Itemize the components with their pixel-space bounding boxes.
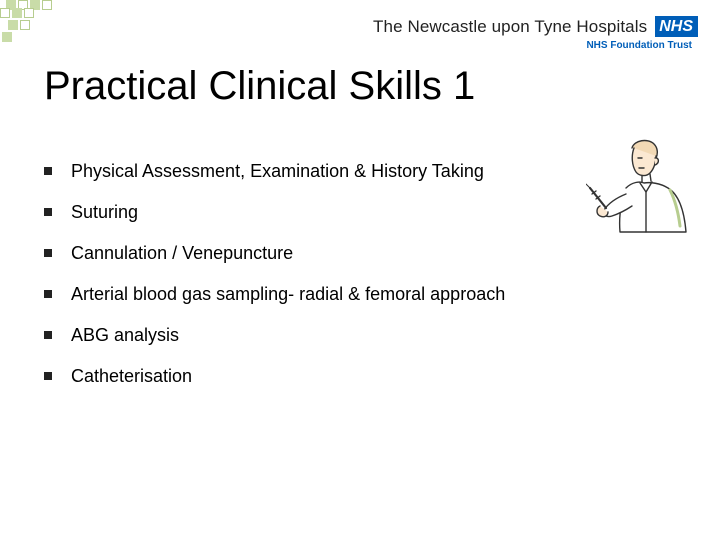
- bullet-marker-icon: [44, 331, 52, 339]
- bullet-item: [44, 201, 505, 242]
- nhs-header: [373, 16, 698, 51]
- bullet-marker-icon: [44, 167, 52, 175]
- bullet-item: [44, 160, 505, 201]
- bullet-marker-icon: [44, 372, 52, 380]
- bullet-text: ABG analysis: [71, 325, 180, 345]
- bullet-item: [44, 242, 505, 283]
- bullet-item: [44, 324, 505, 365]
- bullet-list: [44, 160, 505, 406]
- bullet-text: Suturing: [71, 202, 139, 222]
- bullet-marker-icon: [44, 290, 52, 298]
- bullet-marker-icon: [44, 249, 52, 257]
- bullet-text: Catheterisation: [71, 366, 193, 386]
- nhs-logo: NHS: [655, 16, 698, 37]
- doctor-with-syringe-icon: [586, 136, 696, 236]
- bullet-text: Arterial blood gas sampling- radial & femoral approach: [71, 284, 506, 304]
- bullet-text: Cannulation / Venepuncture: [71, 243, 294, 263]
- bullet-text: Physical Assessment, Examination & History Taking: [71, 161, 484, 181]
- bullet-item: [44, 365, 505, 406]
- trust-name: The Newcastle upon Tyne Hospitals: [373, 16, 648, 36]
- slide-title: Practical Clinical Skills 1: [44, 64, 476, 108]
- foundation-trust-label: NHS Foundation Trust: [586, 40, 692, 51]
- bullet-marker-icon: [44, 208, 52, 216]
- bullet-item: [44, 283, 505, 324]
